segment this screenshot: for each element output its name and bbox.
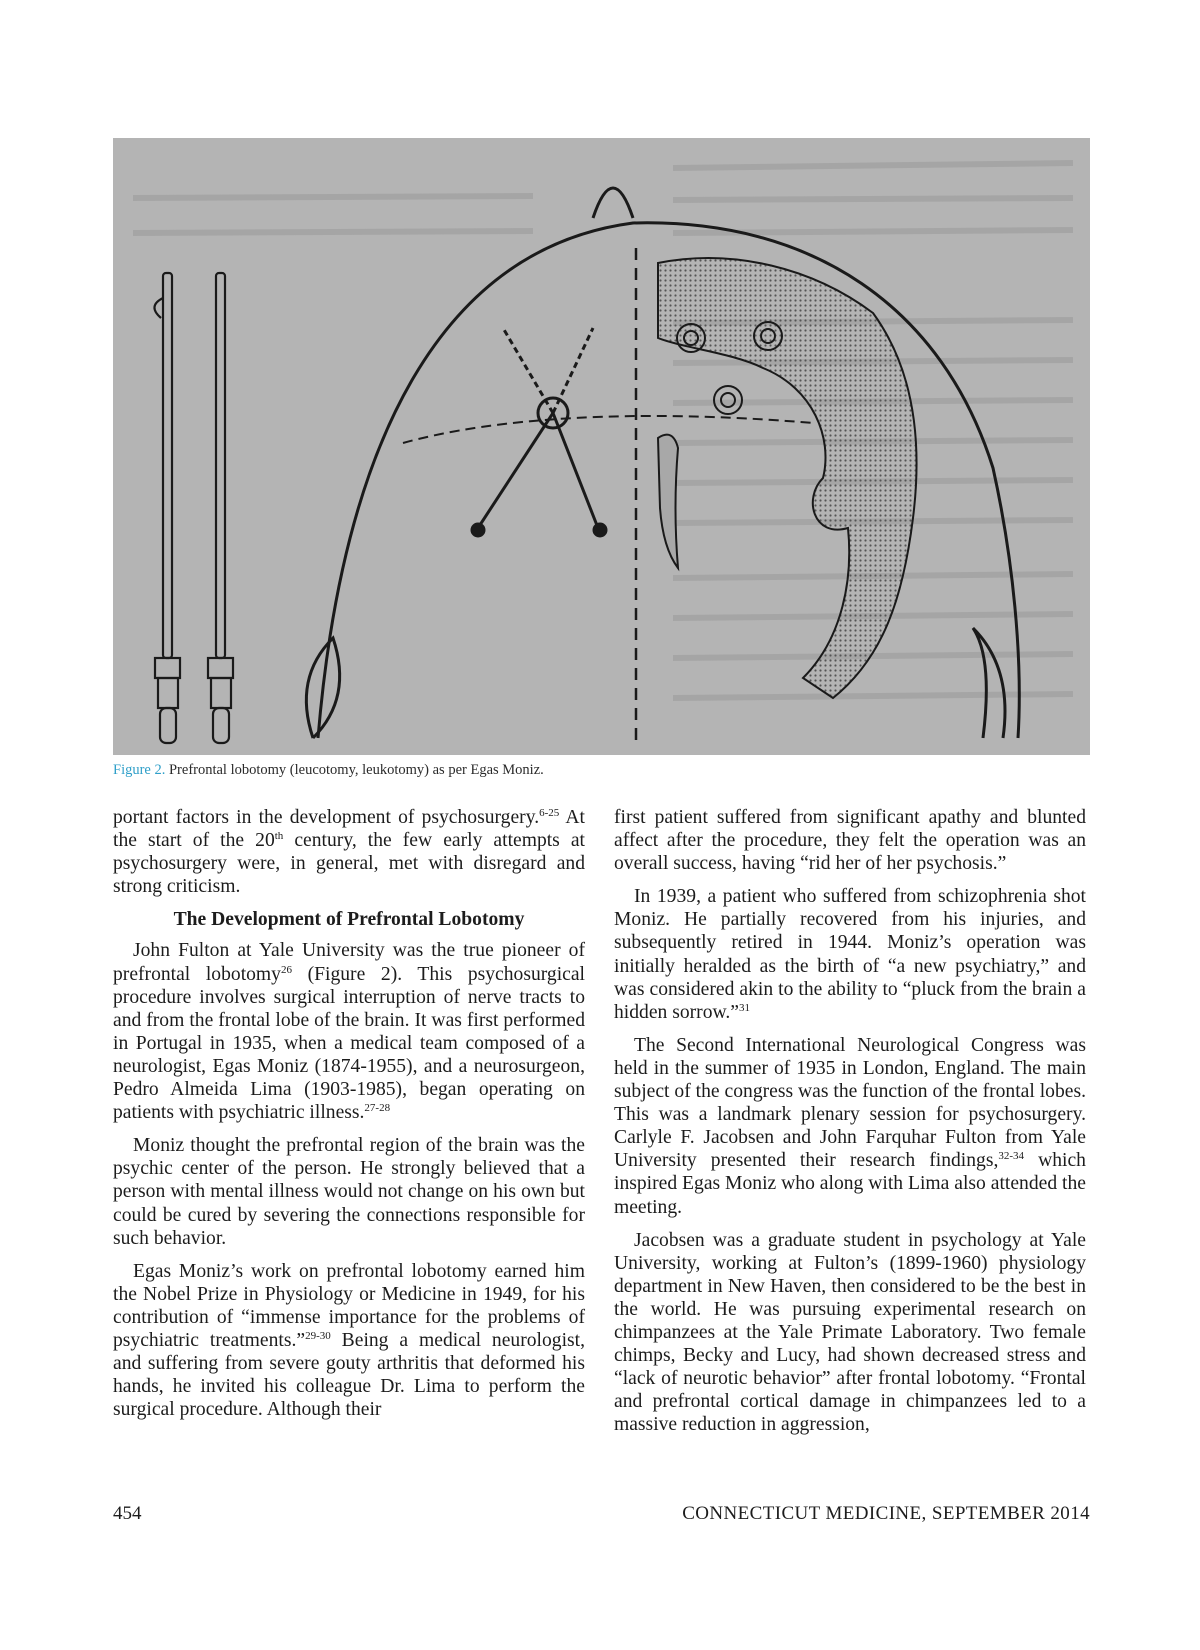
paragraph-text: The Second International Neurological Congress was held in the summer of 1935 in London, England. The main subject of the congress was the function of the frontal lobes. This was a landmark plenary session for psychosurgery. Carlyle F. Jacobsen and John Farquhar Fulton from Yale University presented their research findings, [614,1034,1086,1172]
figure-caption [113,762,1090,779]
ventricle [658,435,678,568]
paragraph-text: Egas Moniz’s work on prefrontal lobotomy earned him the Nobel Prize in Physiology or Medicine in 1949, for his contribution of “immense importance for the problems of psychiatric treatments.” [113,1260,585,1351]
figure-label: Figure 2. [113,762,166,778]
paragraph [113,806,585,898]
paragraph-text: (Figure 2). This psychosurgical procedure involves surgical interruption of nerve tracts to and from the frontal lobe of the brain. It was first performed in Portugal in 1935, when a medical team composed of a neurologist, Egas Moniz (1874-1955), and a neurosurgeon, Pedro Almeida Lima (1903-1985), began operating on patients with psychiatric illness. [113,963,586,1124]
paragraph-text: In 1939, a patient who suffered from schizophrenia shot Moniz. He partially recovered from his injuries, and subsequently retired in 1944. Moniz’s operation was initially heralded as the birth of “a new psychiatry,” and was considered akin to the ability to “pluck from the brain a hidden sorrow.” [614,886,1086,1023]
citation: 6-25 [539,807,560,819]
paragraph-text: At the start of the 20 [113,807,585,852]
brain-cortex [658,258,917,698]
paragraph-text: century, the few early attempts at psychosurgery were, in general, met with disregard and strong criticism. [113,830,586,898]
paragraph [614,885,1086,1024]
paragraph-text: which inspired Egas Moniz who along with Lima also attended the meeting. [614,1150,1086,1218]
citation: 29-30 [305,1329,331,1342]
citation: 32-34 [998,1150,1025,1163]
section-line [403,416,813,443]
paragraph [113,1260,585,1422]
paragraph [113,939,585,1124]
paragraph [614,1034,1086,1219]
inserted-instruments [472,328,606,536]
journal-footer: CONNECTICUT MEDICINE, SEPTEMBER 2014 [682,1503,1090,1524]
section-heading: The Development of Prefrontal Lobotomy [173,909,525,931]
lobotomy-illustration [113,138,1090,755]
citation: 27-28 [364,1102,391,1115]
page-number: 454 [113,1503,142,1524]
citation: 26 [280,963,292,976]
bleed-through-text [133,163,1073,698]
figure-image [113,138,1090,755]
citation: 31 [738,1001,750,1014]
left-column [113,806,585,1431]
paragraph: Jacobsen was a graduate student in psychology at Yale University, working at Fulton’s (1899-1960) physiology department in New Haven, then considered to be the best in the world. He was pursuing experimental research on chimpanzees at the Yale Primate Laboratory. Two female chimps, Becky and Lucy, had shown decreased stress and “lack of neurotic behavior” after frontal lobotomy. “Frontal and prefrontal cortical damage in chimpanzees led to a massive reduction in aggression, [614,1229,1086,1436]
paragraph-text: Being a medical neurologist, and suffering from severe gouty arthritis that deformed his hands, he invited his colleague Dr. Lima to perform the surgical procedure. Although their [113,1329,585,1421]
leucotome-instruments [154,273,233,743]
paragraph-text: John Fulton at Yale University was the true pioneer of prefrontal lobotomy [113,940,585,985]
right-column [614,806,1086,1446]
paragraph: Moniz thought the prefrontal region of the brain was the psychic center of the person. He strongly believed that a person with mental illness would not change on his own but could be cured by severing the connections responsible for such behavior. [113,1135,585,1249]
paragraph: first patient suffered from significant apathy and blunted affect after the procedure, they felt the operation was an overall success, having “rid her of her psychosis.” [614,807,1086,875]
superscript: th [274,830,284,843]
figure-caption-text: Prefrontal lobotomy (leucotomy, leukotomy) as per Egas Moniz. [165,762,544,778]
paragraph-text: portant factors in the development of psychosurgery. [113,807,540,828]
